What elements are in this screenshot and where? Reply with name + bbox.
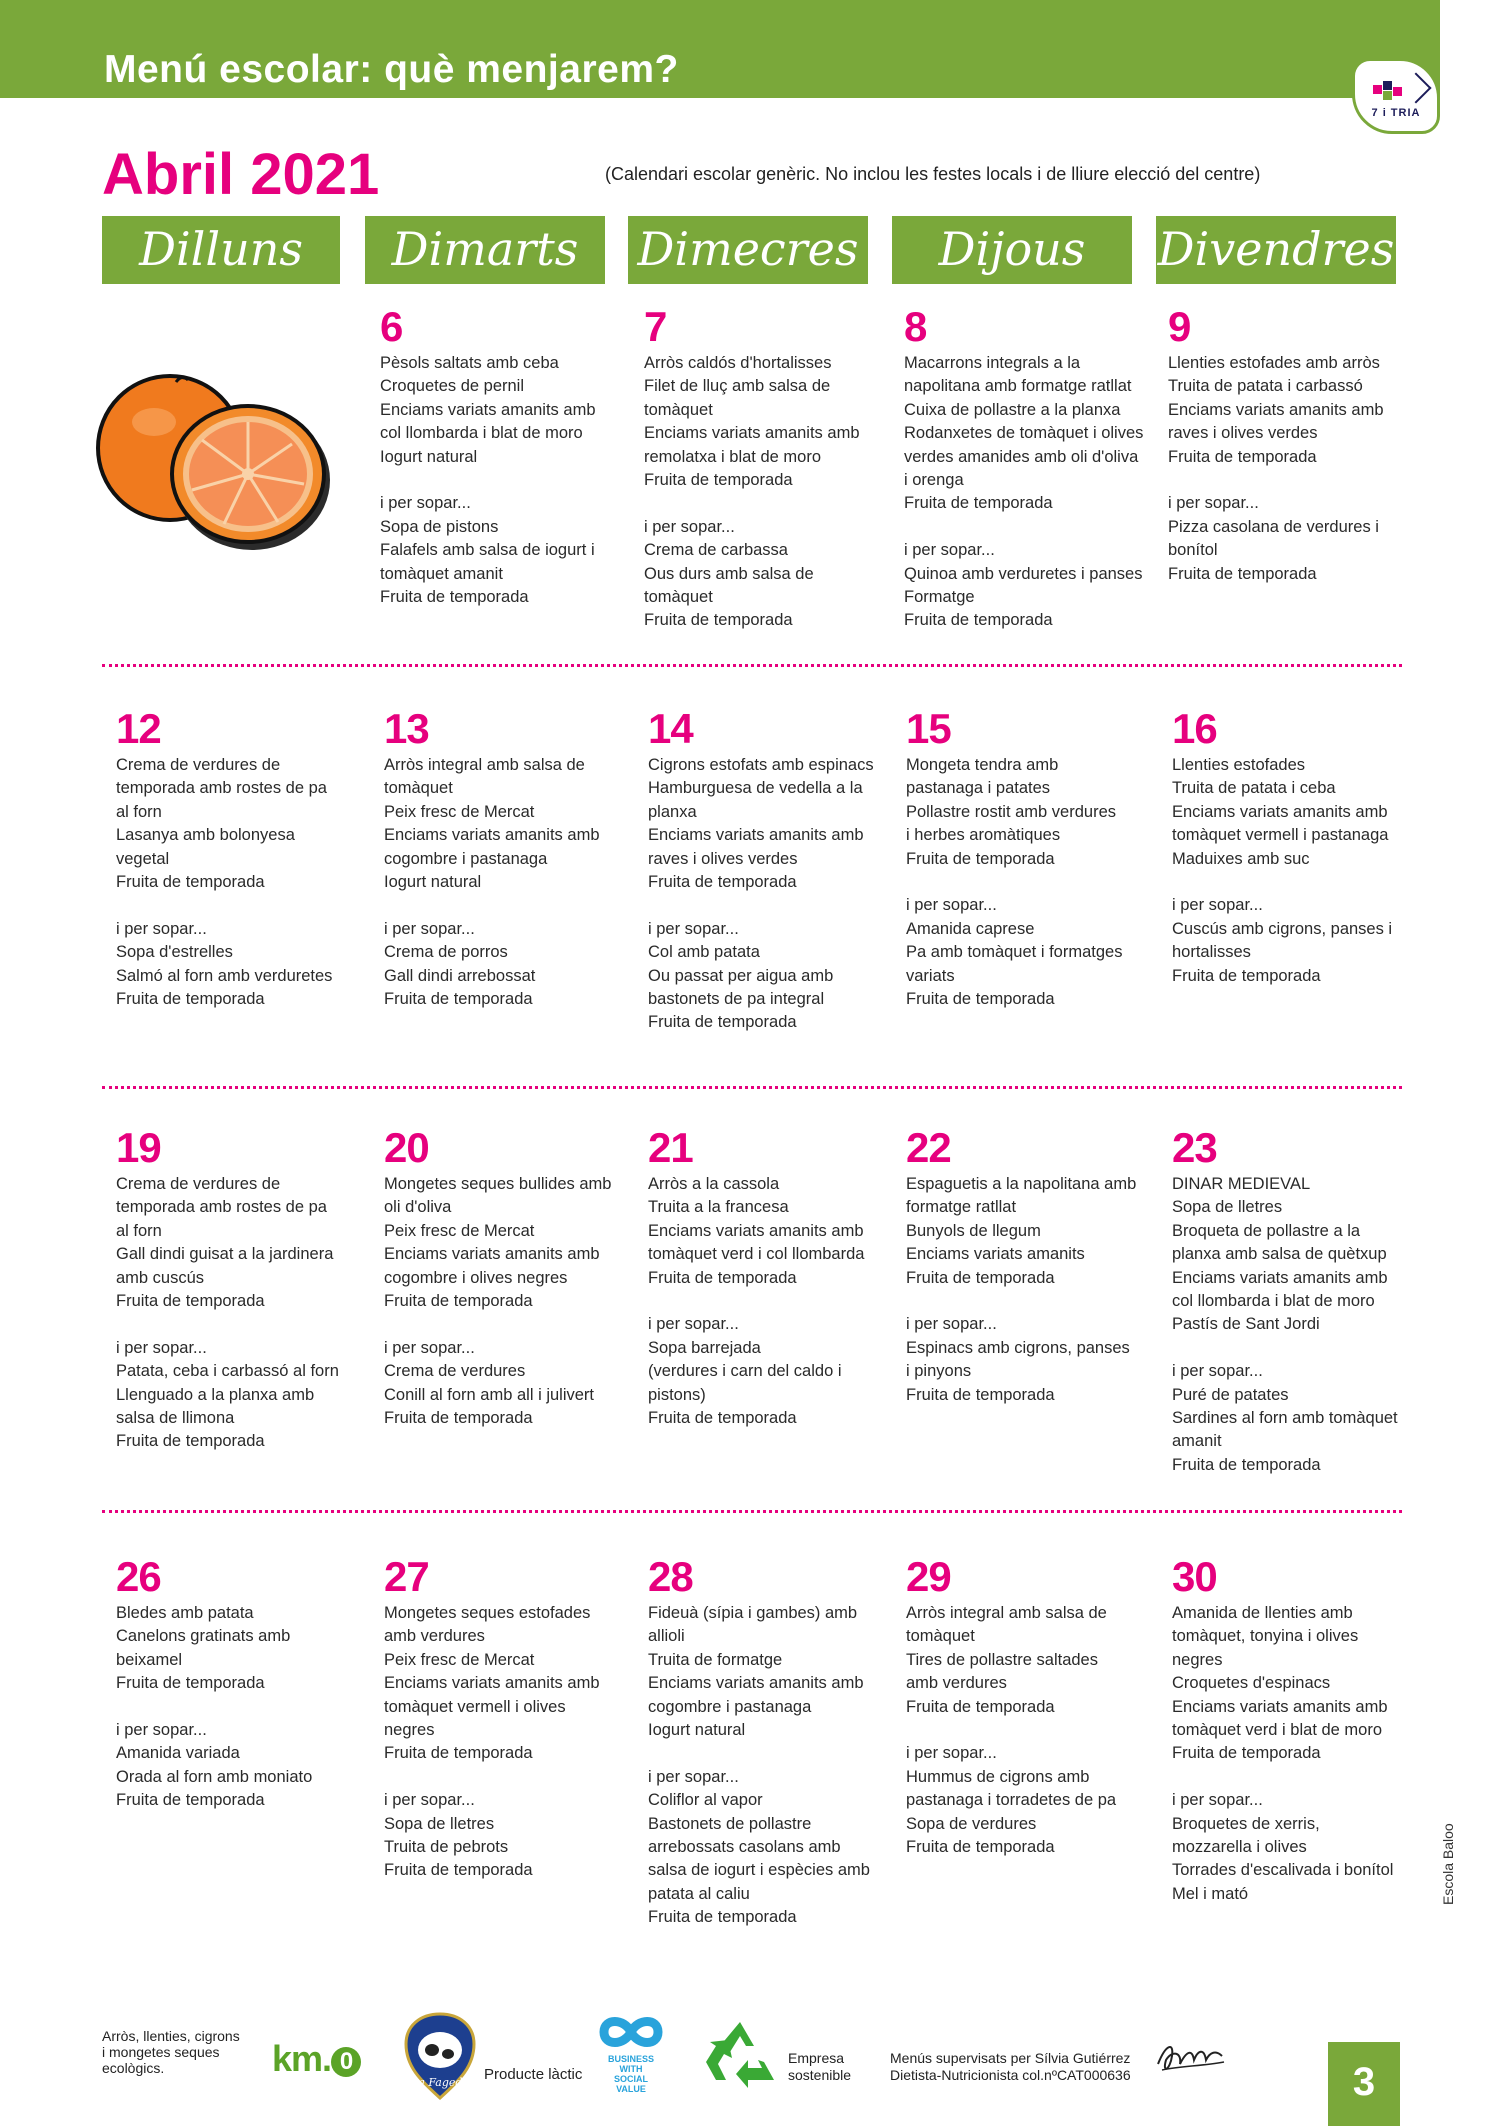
- weekday-tuesday: Dimarts: [365, 216, 605, 284]
- menu-line: tomàquet, tonyina i olives: [1172, 1627, 1359, 1646]
- business-social-value-logo: [594, 2010, 668, 2098]
- menu-line: Fruita de temporada: [906, 849, 1055, 868]
- menu-line: Fruita de temporada: [116, 1292, 265, 1311]
- dinner-label: i per sopar...: [644, 517, 735, 536]
- day-20: [384, 1124, 616, 1430]
- day-number: 28: [648, 1553, 693, 1600]
- day-8: [904, 303, 1144, 633]
- day-12: [116, 705, 348, 1011]
- dinner-label: i per sopar...: [384, 919, 475, 938]
- day-21: [648, 1124, 880, 1430]
- menu-line: Sopa de lletres: [384, 1814, 495, 1833]
- dinner-label: i per sopar...: [1172, 896, 1263, 915]
- menu-line: napolitana amb formatge ratllat: [904, 377, 1132, 396]
- dinner-label: i per sopar...: [906, 1744, 997, 1763]
- menu-line: Truita de patata i ceba: [1172, 779, 1336, 798]
- weekday-thursday: Dijous: [892, 216, 1132, 284]
- menu-line: Fruita de temporada: [116, 1674, 265, 1693]
- menu-line: planxa amb salsa de quètxup: [1172, 1245, 1387, 1264]
- svg-text:SOCIAL: SOCIAL: [613, 2074, 649, 2084]
- menu-line: Croquetes d'espinacs: [1172, 1674, 1331, 1693]
- menu-line: Crema de porros: [384, 943, 508, 962]
- menu-line: Ou passat per aigua amb: [648, 966, 834, 985]
- day-16: [1172, 705, 1404, 988]
- orange-illustration: [92, 360, 342, 560]
- menu-line: Mongetes seques bullides amb: [384, 1175, 612, 1193]
- menu-line: Truita a la francesa: [648, 1198, 789, 1217]
- menu-line: Hummus de cigrons amb: [906, 1767, 1090, 1786]
- menu-line: Crema de verdures de: [116, 756, 281, 774]
- menu-line: al forn: [116, 802, 162, 821]
- menu-line: Croquetes de pernil: [380, 377, 525, 396]
- dinner-label: i per sopar...: [116, 1721, 207, 1740]
- menu-line: i pinyons: [906, 1362, 972, 1381]
- menu-line: Bunyols de llegum: [906, 1221, 1041, 1240]
- menu-line: Iogurt natural: [648, 1721, 746, 1740]
- menu-line: Pèsols saltats amb ceba: [380, 354, 559, 372]
- menu-line: Fruita de temporada: [384, 990, 533, 1009]
- menu-line: Arròs a la cassola: [648, 1175, 780, 1193]
- menu-line: Filet de lluç amb salsa de: [644, 377, 831, 396]
- menu-line: raves i olives verdes: [648, 849, 798, 868]
- day-number: 23: [1172, 1124, 1217, 1171]
- menu-line: Fruita de temporada: [906, 1697, 1055, 1716]
- menu-line: raves i olives verdes: [1168, 424, 1318, 443]
- menu-line: tomàquet: [384, 779, 453, 798]
- menu-line: tomàquet vermell i pastanaga: [1172, 826, 1389, 845]
- menu-line: Mongeta tendra amb: [906, 756, 1059, 774]
- menu-line: tomàquet vermell i olives: [384, 1697, 566, 1716]
- day-13: [384, 705, 616, 1011]
- week-separator: [102, 1510, 1402, 1513]
- day-14: [648, 705, 880, 1035]
- day-27: [384, 1553, 616, 1883]
- svg-text:La Fageda: La Fageda: [411, 2076, 469, 2089]
- menu-line: amb verdures: [384, 1627, 485, 1646]
- menu-line: Fruita de temporada: [380, 588, 529, 607]
- menu-line: cogombre i pastanaga: [648, 1697, 812, 1716]
- menu-line: Cuixa de pollastre a la planxa: [904, 400, 1121, 419]
- menu-line: Enciams variats amanits amb: [384, 826, 600, 845]
- dinner-label: i per sopar...: [1172, 1362, 1263, 1381]
- day-23: [1172, 1124, 1404, 1477]
- menu-line: Fruita de temporada: [116, 1432, 265, 1451]
- day-number: 9: [1168, 303, 1191, 350]
- day-number: 15: [906, 705, 951, 752]
- menu-line: amb cuscús: [116, 1268, 205, 1287]
- menu-line: Fruita de temporada: [1172, 1455, 1321, 1474]
- day-number: 13: [384, 705, 429, 752]
- 7-i-tria-logo: [1352, 58, 1440, 134]
- menu-line: Pollastre rostit amb verdures: [906, 802, 1116, 821]
- km0-logo: km. 0: [272, 2038, 361, 2080]
- menu-line: Sardines al forn amb tomàquet: [1172, 1409, 1398, 1428]
- menu-line: (verdures i carn del caldo i: [648, 1362, 842, 1381]
- menu-line: Enciams variats amanits amb: [648, 826, 864, 845]
- menu-line: Enciams variats amanits amb: [648, 1674, 864, 1693]
- menu-line: Pastís de Sant Jordi: [1172, 1315, 1320, 1334]
- sustainable-company-label: [788, 2050, 851, 2084]
- dinner-label: i per sopar...: [648, 1767, 739, 1786]
- school-name: Escola Baloo: [1440, 1823, 1456, 1905]
- menu-line: i herbes aromàtiques: [906, 826, 1061, 845]
- dinner-label: i per sopar...: [116, 1338, 207, 1357]
- menu-line: mozzarella i olives: [1172, 1838, 1307, 1857]
- menu-line: verdes amanides amb oli d'oliva: [904, 447, 1139, 466]
- menu-line: Fruita de temporada: [1172, 966, 1321, 985]
- menu-line: vegetal: [116, 849, 170, 868]
- menu-line: Fruita de temporada: [648, 1409, 797, 1428]
- menu-line: Falafels amb salsa de iogurt i: [380, 541, 595, 560]
- menu-line: Broqueta de pollastre a la: [1172, 1221, 1361, 1240]
- menu-line: tomàquet verd i col llombarda: [648, 1245, 865, 1264]
- menu-line: Espinacs amb cigrons, panses: [906, 1338, 1130, 1357]
- menu-line: Arròs integral amb salsa de: [906, 1604, 1107, 1622]
- menu-line: Fruita de temporada: [1168, 447, 1317, 466]
- menu-line: bonítol: [1168, 541, 1218, 560]
- day-number: 14: [648, 705, 693, 752]
- menu-line: Fruita de temporada: [1168, 564, 1317, 583]
- calendar-note: (Calendari escolar genèric. No inclou les festes locals i de lliure elecció del centre): [605, 164, 1261, 184]
- day-7: [644, 303, 876, 633]
- menu-line: pistons): [648, 1385, 706, 1404]
- menu-line: pastanaga i patates: [906, 779, 1051, 798]
- dinner-label: i per sopar...: [648, 1315, 739, 1334]
- month-title: Abril 2021: [102, 142, 380, 207]
- menu-line: planxa: [648, 802, 697, 821]
- menu-line: allioli: [648, 1627, 685, 1646]
- dinner-label: i per sopar...: [384, 1338, 475, 1357]
- lactic-label: Producte làctic: [484, 2066, 583, 2083]
- menu-line: Enciams variats amanits amb: [648, 1221, 864, 1240]
- menu-line: Sopa barrejada: [648, 1338, 761, 1357]
- menu-line: Enciams variats amanits amb: [1172, 1697, 1388, 1716]
- supervision-line: Menús supervisats per Sílvia Gutiérrez: [890, 2050, 1131, 2066]
- page-title: Menú escolar: què menjarem?: [104, 48, 679, 91]
- menu-line: Peix fresc de Mercat: [384, 1650, 535, 1669]
- menu-line: Enciams variats amanits amb: [384, 1245, 600, 1264]
- menu-line: col llombarda i blat de moro: [1172, 1292, 1375, 1311]
- menu-line: Gall dindi guisat a la jardinera: [116, 1245, 334, 1264]
- day-number: 20: [384, 1124, 429, 1171]
- menu-line: Fruita de temporada: [644, 611, 793, 630]
- menu-line: patata al caliu: [648, 1884, 750, 1903]
- menu-line: Espaguetis a la napolitana amb: [906, 1175, 1137, 1193]
- menu-line: salsa de llimona: [116, 1409, 235, 1428]
- footer: [0, 2010, 1496, 2126]
- menu-line: negres: [384, 1721, 435, 1740]
- day-number: 12: [116, 705, 161, 752]
- menu-line: Sopa de pistons: [380, 517, 499, 536]
- menu-line: Formatge: [904, 588, 975, 607]
- menu-line: Torrades d'escalivada i bonítol: [1172, 1861, 1394, 1880]
- day-9: [1168, 303, 1400, 586]
- menu-line: Fruita de temporada: [116, 990, 265, 1009]
- menu-line: Enciams variats amanits amb: [644, 424, 860, 443]
- day-number: 8: [904, 303, 927, 350]
- menu-line: Fruita de temporada: [1172, 1744, 1321, 1763]
- menu-line: Hamburguesa de vedella a la: [648, 779, 863, 798]
- menu-line: Fruita de temporada: [116, 873, 265, 892]
- eco-note: [102, 2028, 240, 2076]
- menu-line: amanit: [1172, 1432, 1222, 1451]
- menu-line: cogombre i pastanaga: [384, 849, 548, 868]
- menu-line: Fruita de temporada: [906, 1838, 1055, 1857]
- day-28: [648, 1553, 880, 1930]
- menu-line: Fruita de temporada: [644, 471, 793, 490]
- recycle-icon: [700, 2016, 780, 2096]
- svg-text:BUSINESS: BUSINESS: [607, 2054, 655, 2064]
- menu-line: Canelons gratinats amb: [116, 1627, 291, 1646]
- signature: [1152, 2030, 1230, 2080]
- menu-line: Bastonets de pollastre: [648, 1814, 812, 1833]
- menu-line: Truita de pebrots: [384, 1838, 509, 1857]
- menu-line: Cuscús amb cigrons, panses i: [1172, 919, 1393, 938]
- day-6: [380, 303, 612, 609]
- logo-text: 7 i TRIA: [1371, 107, 1421, 119]
- svg-text:VALUE: VALUE: [616, 2084, 646, 2094]
- menu-line: Mel i mató: [1172, 1884, 1249, 1903]
- menu-line: tomàquet verd i blat de moro: [1172, 1721, 1383, 1740]
- menu-line: Amanida caprese: [906, 919, 1035, 938]
- menu-line: Crema de carbassa: [644, 541, 788, 560]
- svg-text:WITH: WITH: [619, 2064, 643, 2074]
- weekday-friday: Divendres: [1156, 216, 1396, 284]
- menu-line: Amanida de llenties amb: [1172, 1604, 1353, 1622]
- menu-line: Maduixes amb suc: [1172, 849, 1310, 868]
- menu-line: amb verdures: [906, 1674, 1007, 1693]
- menu-line: Pizza casolana de verdures i: [1168, 517, 1379, 536]
- menu-line: Fideuà (sípia i gambes) amb: [648, 1604, 858, 1622]
- day-number: 6: [380, 303, 403, 350]
- page-number: 3: [1328, 2042, 1400, 2126]
- day-number: 16: [1172, 705, 1217, 752]
- menu-line: Crema de verdures: [384, 1362, 526, 1381]
- day-number: 19: [116, 1124, 161, 1171]
- menu-line: beixamel: [116, 1650, 183, 1669]
- day-number: 30: [1172, 1553, 1217, 1600]
- menu-line: Arròs caldós d'hortalisses: [644, 354, 832, 372]
- menu-line: Fruita de temporada: [648, 1268, 797, 1287]
- menu-line: Fruita de temporada: [648, 1908, 797, 1927]
- menu-line: Fruita de temporada: [384, 1744, 533, 1763]
- day-26: [116, 1553, 348, 1813]
- weekday-monday: Dilluns: [102, 216, 340, 284]
- menu-line: Bledes amb patata: [116, 1604, 254, 1622]
- dinner-label: i per sopar...: [384, 1791, 475, 1810]
- menu-line: Fruita de temporada: [116, 1791, 265, 1810]
- menu-line: Cigrons estofats amb espinacs: [648, 756, 874, 774]
- menu-line: Truita de patata i carbassó: [1168, 377, 1363, 396]
- menu-line: Fruita de temporada: [906, 1385, 1055, 1404]
- menu-line: Enciams variats amanits amb: [384, 1674, 600, 1693]
- menu-line: Orada al forn amb moniato: [116, 1767, 313, 1786]
- day-19: [116, 1124, 348, 1454]
- empresa-line: sostenible: [788, 2067, 852, 2083]
- menu-line: tomàquet: [906, 1627, 975, 1646]
- day-number: 27: [384, 1553, 429, 1600]
- menu-line: Fruita de temporada: [384, 1409, 533, 1428]
- menu-line: Coliflor al vapor: [648, 1791, 763, 1810]
- menu-line: Llenguado a la planxa amb: [116, 1385, 315, 1404]
- week-separator: [102, 664, 1402, 667]
- menu-line: Llenties estofades amb arròs: [1168, 354, 1380, 372]
- menu-line: col llombarda i blat de moro: [380, 424, 583, 443]
- menu-line: Fruita de temporada: [904, 494, 1053, 513]
- menu-line: Puré de patates: [1172, 1385, 1289, 1404]
- weekday-wednesday: Dimecres: [628, 216, 868, 284]
- menu-line: Amanida variada: [116, 1744, 240, 1763]
- menu-line: temporada amb rostes de pa: [116, 1198, 327, 1217]
- header-bar: [0, 0, 1440, 98]
- dinner-label: i per sopar...: [116, 919, 207, 938]
- menu-line: Crema de verdures de: [116, 1175, 281, 1193]
- dinner-label: i per sopar...: [906, 1315, 997, 1334]
- menu-line: Macarrons integrals a la: [904, 354, 1081, 372]
- menu-line: bastonets de pa integral: [648, 990, 825, 1009]
- day-29: [906, 1553, 1138, 1859]
- dinner-label: i per sopar...: [904, 541, 995, 560]
- menu-line: Iogurt natural: [380, 447, 478, 466]
- menu-line: Fruita de temporada: [906, 990, 1055, 1009]
- day-number: 26: [116, 1553, 161, 1600]
- menu-line: temporada amb rostes de pa: [116, 779, 327, 798]
- supervision-line: Dietista-Nutricionista col.nºCAT000636: [890, 2067, 1131, 2083]
- menu-line: variats: [906, 966, 955, 985]
- menu-line: Fruita de temporada: [906, 1268, 1055, 1287]
- eco-note-line: ecològics.: [102, 2060, 165, 2076]
- menu-line: Enciams variats amanits amb: [380, 400, 596, 419]
- eco-note-line: Arròs, llenties, cigrons: [102, 2028, 240, 2044]
- menu-line: Ous durs amb salsa de: [644, 564, 814, 583]
- day-number: 7: [644, 303, 667, 350]
- menu-line: negres: [1172, 1650, 1223, 1669]
- menu-line: Patata, ceba i carbassó al forn: [116, 1362, 339, 1381]
- day-number: 29: [906, 1553, 951, 1600]
- menu-line: Col amb patata: [648, 943, 760, 962]
- week-separator: [102, 1086, 1402, 1089]
- menu-line: Llenties estofades: [1172, 756, 1306, 774]
- menu-line: Gall dindi arrebossat: [384, 966, 536, 985]
- menu-line: cogombre i olives negres: [384, 1268, 568, 1287]
- menu-line: Fruita de temporada: [648, 1013, 797, 1032]
- menu-line: Sopa d'estrelles: [116, 943, 233, 962]
- menu-line: tomàquet: [644, 588, 713, 607]
- menu-line: Fruita de temporada: [384, 1292, 533, 1311]
- eco-note-line: i mongetes seques: [102, 2044, 220, 2060]
- menu-line: Fruita de temporada: [904, 611, 1053, 630]
- menu-line: tomàquet: [644, 400, 713, 419]
- menu-line: arrebossats casolans amb: [648, 1838, 841, 1857]
- dinner-label: i per sopar...: [1172, 1791, 1263, 1810]
- menu-line: Salmó al forn amb verduretes: [116, 966, 333, 985]
- menu-line: Peix fresc de Mercat: [384, 802, 535, 821]
- menu-line: DINAR MEDIEVAL: [1172, 1175, 1311, 1193]
- menu-line: Tires de pollastre saltades: [906, 1650, 1098, 1669]
- menu-line: Broquetes de xerris,: [1172, 1814, 1320, 1833]
- dinner-label: i per sopar...: [906, 896, 997, 915]
- menu-line: Conill al forn amb all i julivert: [384, 1385, 594, 1404]
- menu-line: Enciams variats amanits amb: [1172, 1268, 1388, 1287]
- menu-line: Lasanya amb bolonyesa: [116, 826, 295, 845]
- supervision-note: [890, 2050, 1131, 2084]
- menu-line: Fruita de temporada: [384, 1861, 533, 1880]
- menu-line: Pa amb tomàquet i formatges: [906, 943, 1123, 962]
- day-number: 22: [906, 1124, 951, 1171]
- menu-line: Truita de formatge: [648, 1650, 783, 1669]
- menu-line: salsa de iogurt i espècies amb: [648, 1861, 870, 1880]
- menu-line: Rodanxetes de tomàquet i olives: [904, 424, 1144, 443]
- menu-line: formatge ratllat: [906, 1198, 1017, 1217]
- day-30: [1172, 1553, 1404, 1906]
- menu-line: Sopa de lletres: [1172, 1198, 1283, 1217]
- dinner-label: i per sopar...: [648, 919, 739, 938]
- day-22: [906, 1124, 1138, 1407]
- la-fageda-logo: [402, 2010, 478, 2102]
- menu-line: tomàquet amanit: [380, 564, 503, 583]
- day-number: 21: [648, 1124, 693, 1171]
- menu-line: Iogurt natural: [384, 873, 482, 892]
- menu-line: remolatxa i blat de moro: [644, 447, 821, 466]
- dinner-label: i per sopar...: [380, 494, 471, 513]
- empresa-line: Empresa: [788, 2050, 845, 2066]
- menu-line: Enciams variats amanits amb: [1172, 802, 1388, 821]
- menu-line: hortalisses: [1172, 943, 1251, 962]
- menu-line: Peix fresc de Mercat: [384, 1221, 535, 1240]
- dinner-label: i per sopar...: [1168, 494, 1259, 513]
- menu-line: Arròs integral amb salsa de: [384, 756, 585, 774]
- menu-line: i orenga: [904, 471, 964, 490]
- menu-line: Sopa de verdures: [906, 1814, 1037, 1833]
- menu-line: Mongetes seques estofades: [384, 1604, 591, 1622]
- day-15: [906, 705, 1138, 1011]
- menu-line: pastanaga i torradetes de pa: [906, 1791, 1117, 1810]
- menu-line: Quinoa amb verduretes i panses: [904, 564, 1143, 583]
- menu-line: Enciams variats amanits amb: [1168, 400, 1384, 419]
- menu-line: Fruita de temporada: [648, 873, 797, 892]
- menu-line: oli d'oliva: [384, 1198, 452, 1217]
- menu-line: al forn: [116, 1221, 162, 1240]
- menu-line: Enciams variats amanits: [906, 1245, 1085, 1264]
